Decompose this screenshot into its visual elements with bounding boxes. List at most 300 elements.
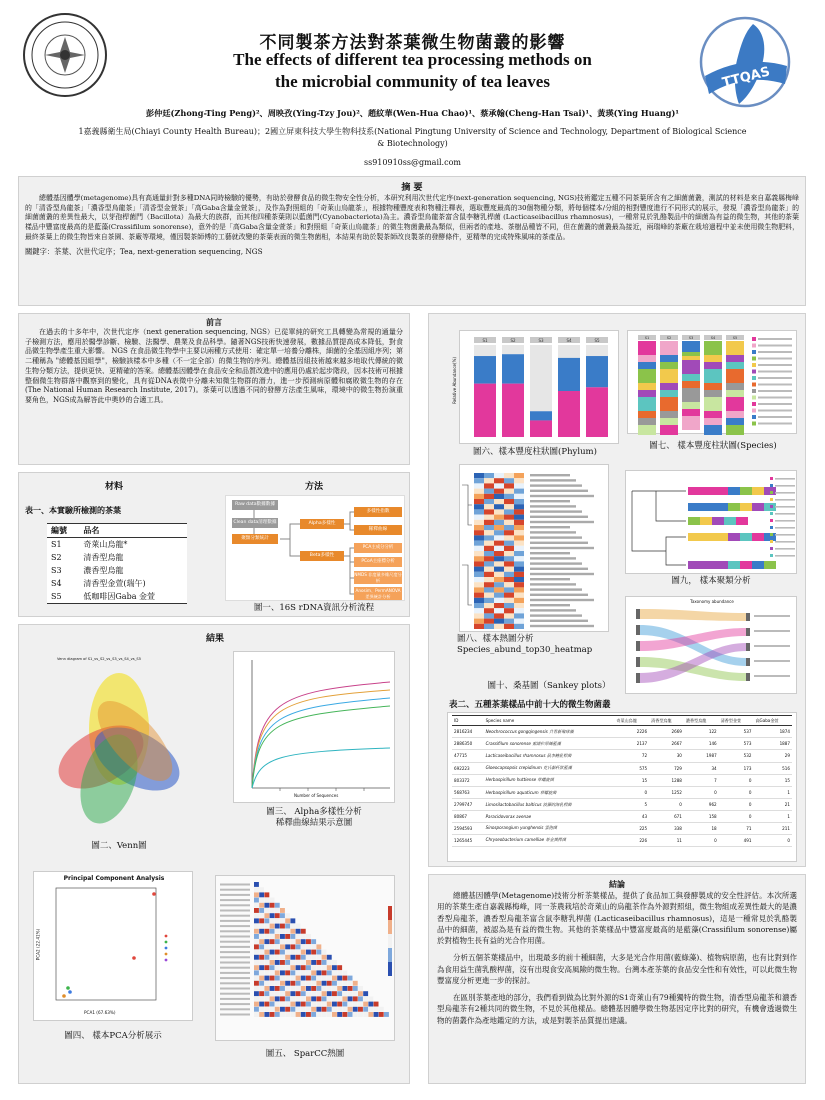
- heatmap-cell: [514, 603, 524, 608]
- sparcc-cell: [363, 1007, 368, 1012]
- species-legend-label: [758, 416, 792, 418]
- sparcc-cell: [264, 939, 269, 944]
- sankey-chart: [626, 605, 798, 695]
- phylum-bar-segment: [558, 391, 580, 437]
- phylum-sample-label: S5: [594, 338, 600, 343]
- sparcc-cell: [290, 976, 295, 981]
- sparcc-cell: [290, 981, 295, 986]
- sankey-node-right: [746, 673, 750, 681]
- email: ss910910ss@gmail.com: [364, 158, 461, 167]
- sparcc-cell: [301, 1012, 306, 1017]
- sparcc-cell: [285, 981, 290, 986]
- heatmap-cell: [514, 530, 524, 535]
- phylum-bar-segment: [530, 420, 552, 437]
- heatmap-row-label: [530, 562, 582, 564]
- affiliation-line-2: & Biotechnology): [377, 138, 448, 148]
- table2-cell: 1: [787, 813, 790, 819]
- heatmap-cell: [494, 613, 504, 618]
- materials-cell-name: 清香型金萱(瑞午): [83, 579, 146, 588]
- sparcc-cell: [296, 939, 301, 944]
- table2-cell: 15: [784, 777, 790, 783]
- flow-pca: PCA主成分分析: [354, 543, 402, 553]
- cluster-legend-swatch: [770, 540, 773, 543]
- sparcc-cell: [290, 934, 295, 939]
- sparcc-cell: [337, 1012, 342, 1017]
- alpha-caption-line-2: 稀釋曲線結果示意圖: [275, 818, 353, 829]
- sankey-node-left: [636, 609, 640, 619]
- heatmap-cell: [474, 504, 484, 509]
- species-bar-segment: [682, 374, 700, 381]
- sparcc-row-label: [220, 894, 250, 896]
- heatmap-cell: [484, 525, 494, 530]
- sparcc-cell: [327, 981, 332, 986]
- sparcc-cell: [254, 955, 259, 960]
- sparcc-cell: [285, 918, 290, 923]
- heatmap-cell: [494, 535, 504, 540]
- sparcc-cell: [270, 960, 275, 965]
- sparcc-cell: [296, 1002, 301, 1007]
- sparcc-row-label: [220, 956, 250, 958]
- species-bar-segment: [726, 418, 744, 425]
- heatmap-cell: [484, 551, 494, 556]
- heatmap-cell: [514, 504, 524, 509]
- cluster-bar-segment: [728, 487, 740, 495]
- species-legend-label: [758, 338, 792, 340]
- heatmap-cell: [504, 556, 514, 561]
- sparcc-row-label: [220, 936, 250, 938]
- species-bar-segment: [638, 369, 656, 383]
- sparcc-cell: [275, 965, 280, 970]
- cluster-bar-segment: [752, 503, 764, 511]
- sparcc-cell: [374, 1002, 379, 1007]
- species-legend-swatch: [752, 350, 756, 354]
- table2-header-cell: 奇萊山烏龍: [616, 717, 637, 723]
- table2-cell: 2816234: [454, 729, 473, 735]
- heatmap-cell: [474, 494, 484, 499]
- sparcc-cell: [280, 1002, 285, 1007]
- sparcc-cell: [285, 929, 290, 934]
- heatmap-cell: [504, 541, 514, 546]
- heatmap-cell: [494, 478, 504, 483]
- heatmap-cell: [514, 535, 524, 540]
- sparcc-cell: [332, 965, 337, 970]
- heatmap-cell: [484, 530, 494, 535]
- cluster-bar-segment: [728, 503, 740, 511]
- cluster-legend-label: [775, 492, 795, 494]
- sparcc-cell: [379, 1012, 384, 1017]
- sparcc-cell: [290, 970, 295, 975]
- sparcc-cell: [301, 955, 306, 960]
- table2-cell: Chryseobacterium camelliae 茶金黃桿菌: [485, 837, 566, 843]
- table2-cell: 0: [787, 837, 790, 843]
- heatmap-row-label: [530, 505, 576, 507]
- sparcc-cell: [285, 913, 290, 918]
- sparcc-cell: [280, 939, 285, 944]
- sparcc-cell: [290, 955, 295, 960]
- sparcc-cell: [280, 955, 285, 960]
- materials-cell-name: 濃香型烏龍: [83, 566, 124, 575]
- sparcc-cell: [348, 996, 353, 1001]
- table2-cell: Gloeocapsopsis crepidinum 克氏黏杆狀藍藻: [485, 765, 572, 771]
- venn-header: Venn diagram of S1_vs_S2_vs_S3_vs_S4_vs_S5: [57, 657, 141, 661]
- heatmap-row-label: [530, 594, 588, 596]
- heatmap-row-label: [530, 526, 570, 528]
- sparcc-cell: [264, 892, 269, 897]
- sparcc-cell: [259, 944, 264, 949]
- table2-header-cell: 濃香型烏龍: [685, 717, 707, 723]
- heatmap-cell: [474, 603, 484, 608]
- sparcc-cell: [270, 924, 275, 929]
- species-legend-swatch: [752, 389, 756, 393]
- species-bar-segment: [660, 383, 678, 390]
- species-bar-segment: [638, 425, 656, 435]
- sparcc-cell: [275, 1007, 280, 1012]
- svg-text:TTQAS: TTQAS: [720, 64, 772, 91]
- heatmap-cell: [504, 598, 514, 603]
- sparcc-cell: [280, 918, 285, 923]
- heatmap-row-label: [530, 588, 582, 590]
- sparcc-cell: [270, 944, 275, 949]
- species-bar-segment: [726, 369, 744, 383]
- sparcc-cell: [316, 981, 321, 986]
- heatmap-caption-line-2: Species_abund_top30_heatmap: [457, 645, 593, 656]
- species-bar-segment: [726, 341, 744, 355]
- materials-table-title: 表一、本實驗所檢測的茶葉: [25, 505, 121, 515]
- phylum-ylabel: Relative Abundance(%): [451, 357, 457, 404]
- heatmap-caption-line-1: 圖八、樣本熱圖分析: [457, 634, 534, 644]
- sparcc-cell: [290, 950, 295, 955]
- sparcc-row-label: [220, 915, 250, 917]
- intro-title: 前言: [206, 317, 222, 327]
- heatmap-cell: [494, 494, 504, 499]
- abstract-title: 摘 要: [401, 183, 423, 193]
- table2-cell: 2594593: [454, 825, 473, 831]
- sparcc-cell: [353, 986, 358, 991]
- cluster-bar-segment: [736, 517, 748, 525]
- heatmap-cell: [474, 556, 484, 561]
- sparcc-caption: 圖五、 SparCC熱圖: [265, 1049, 345, 1059]
- sparcc-cell: [358, 1007, 363, 1012]
- species-legend-swatch: [752, 396, 756, 400]
- species-legend-label: [758, 364, 792, 366]
- sparcc-cell: [285, 939, 290, 944]
- heatmap-cell: [474, 572, 484, 577]
- table2-cell: 21: [784, 802, 790, 808]
- sparcc-row-label: [220, 930, 250, 932]
- heatmap-cell: [494, 598, 504, 603]
- heatmap-cell: [474, 587, 484, 592]
- cluster-legend-swatch: [770, 519, 773, 522]
- sparcc-cell: [327, 1007, 332, 1012]
- species-bar-segment: [726, 397, 744, 411]
- sparcc-cell: [311, 965, 316, 970]
- sparcc-cell: [316, 944, 321, 949]
- sparcc-cell: [254, 1012, 259, 1017]
- sankey-figure: [625, 596, 797, 694]
- sparcc-cell: [322, 1007, 327, 1012]
- heatmap-cell: [514, 525, 524, 530]
- table2-cell: 47715: [454, 753, 468, 759]
- sparcc-cell: [296, 960, 301, 965]
- sparcc-cell: [264, 976, 269, 981]
- sparcc-cell: [259, 986, 264, 991]
- sparcc-cell: [285, 1012, 290, 1017]
- sparcc-cell: [264, 924, 269, 929]
- sparcc-cell: [270, 898, 275, 903]
- heatmap-row-label: [530, 599, 594, 601]
- cluster-legend-label: [775, 520, 795, 522]
- heatmap-row-label: [530, 568, 588, 570]
- sankey-node-label: [754, 615, 790, 617]
- sparcc-cell: [270, 1007, 275, 1012]
- sparcc-cell: [270, 929, 275, 934]
- sparcc-cell: [316, 996, 321, 1001]
- conclusion-p2: 分析五個茶葉樣品中，出現最多的前十種細菌，大多是光合作用菌(藍綠藻)、植物病原菌，也有比對到作為食用益生菌乳酸桿菌，沒有出現食安高風險的微生物。台灣本產茶葉的食品安全性和有效性，可以此微生物豐富度分析更進一步的探討。: [437, 953, 797, 985]
- heatmap-cell: [474, 535, 484, 540]
- sparcc-cell: [296, 976, 301, 981]
- heatmap-cell: [474, 561, 484, 566]
- cluster-bar-segment: [752, 533, 764, 541]
- heatmap-cell: [504, 587, 514, 592]
- heatmap-cell: [474, 525, 484, 530]
- table2-cell: 2799747: [454, 802, 473, 808]
- sparcc-cell: [348, 1012, 353, 1017]
- sparcc-cell: [285, 950, 290, 955]
- table2-row: [452, 738, 792, 750]
- sparcc-cell: [316, 950, 321, 955]
- heatmap-cell: [504, 593, 514, 598]
- species-barchart: [628, 331, 798, 435]
- sparcc-cell: [322, 996, 327, 1001]
- species-legend-label: [758, 358, 792, 360]
- sparcc-cell: [275, 908, 280, 913]
- sparcc-cell: [348, 1002, 353, 1007]
- sparcc-cell: [301, 965, 306, 970]
- sparcc-cell: [327, 955, 332, 960]
- heatmap-dendrogram: [462, 485, 472, 605]
- species-legend-label: [758, 351, 792, 353]
- heatmap-cell: [494, 556, 504, 561]
- cluster-bar-segment: [764, 561, 776, 569]
- sparcc-cell: [353, 981, 358, 986]
- cluster-bar-segment: [752, 487, 764, 495]
- sparcc-cell: [332, 1002, 337, 1007]
- species-bar-segment: [726, 362, 744, 369]
- heatmap-cell: [514, 624, 524, 629]
- sparcc-cell: [259, 934, 264, 939]
- sparcc-colorbar: [388, 934, 392, 948]
- heatmap-cell: [484, 546, 494, 551]
- heatmap-cell: [484, 494, 494, 499]
- venn-diagram: [49, 669, 189, 829]
- sparcc-cell: [296, 950, 301, 955]
- sparcc-cell: [264, 929, 269, 934]
- cluster-bar-segment: [740, 503, 752, 511]
- pca-plot: [34, 884, 194, 1008]
- sparcc-cell: [337, 1002, 342, 1007]
- sparcc-cell: [337, 981, 342, 986]
- heatmap-cell: [514, 561, 524, 566]
- materials-row: [47, 564, 187, 577]
- materials-row: [47, 538, 187, 552]
- sparcc-cell: [296, 981, 301, 986]
- sparcc-cell: [275, 918, 280, 923]
- species-caption: 圖七、 樣本豐度柱狀圖(Species): [649, 441, 777, 451]
- heatmap-cell: [484, 572, 494, 577]
- sparcc-cell: [280, 970, 285, 975]
- heatmap-cell: [504, 577, 514, 582]
- species-bar-segment: [726, 411, 744, 418]
- heatmap-row-label: [530, 625, 594, 627]
- sparcc-cell: [337, 1007, 342, 1012]
- cluster-figure: [625, 470, 797, 574]
- sparcc-cell: [322, 955, 327, 960]
- sparcc-cell: [259, 950, 264, 955]
- phylum-bar-segment: [502, 354, 524, 383]
- title-en-line-2: the microbial community of tea leaves: [275, 72, 550, 91]
- sparcc-cell: [301, 960, 306, 965]
- sparcc-cell: [280, 996, 285, 1001]
- heatmap-cell: [514, 613, 524, 618]
- sparcc-cell: [311, 986, 316, 991]
- table2-cell: 962: [708, 802, 717, 808]
- sparcc-cell: [285, 924, 290, 929]
- heatmap-cell: [484, 483, 494, 488]
- alpha-caption: [233, 807, 395, 829]
- phylum-bar-segment: [474, 345, 496, 356]
- flow-otu: 聚類分類統計: [232, 534, 278, 544]
- sparcc-cell: [301, 950, 306, 955]
- sparcc-cell: [363, 1012, 368, 1017]
- sparcc-cell: [322, 976, 327, 981]
- sparcc-cell: [285, 991, 290, 996]
- heatmap-cell: [474, 530, 484, 535]
- materials-cell-name: 清香型烏龍: [83, 553, 124, 562]
- sparcc-cell: [254, 918, 259, 923]
- sparcc-cell: [353, 1007, 358, 1012]
- heatmap-row-label: [530, 490, 588, 492]
- conclusion-p1: 總體基因體學(Metagenome)技術分析茶葉樣品，提供了食品加工與發酵製成的安全性評估。本次所選用的茶葉生產自嘉義縣梅峰，同一茶農栽培於奇萊山的烏龍茶作為外源對照組，微生物組成差異性最大的是濃香型烏龍茶，濃香型烏龍茶富含鼠李糖乳桿菌 (Lacticaseibacillus rhamnosus)，這是一種常見於乳酪製品中的細菌，被認為是有益的微生物。其他的茶葉樣品中豐富度最高的是藍藻(Crassifilum sonorense)屬於對植物生長有益的光合作用菌。: [437, 891, 797, 945]
- sparcc-cell: [280, 991, 285, 996]
- heatmap-row-label: [530, 500, 570, 502]
- cluster-legend-label: [775, 555, 795, 557]
- heatmap-cell: [514, 593, 524, 598]
- species-bar-segment: [704, 390, 722, 397]
- heatmap-cell: [504, 582, 514, 587]
- sparcc-cell: [254, 913, 259, 918]
- sparcc-cell: [285, 965, 290, 970]
- intro-text: 在過去的十多年中，次世代定序（next generation sequencing, NGS）已從單純的研究工具轉變為常規的通量分子檢測方法，應用於醫學診斷、檢驗、法醫學、農業及食品科學。隨著NGS技術快速發展，數據品質提高成本降低，對食品微生物學產生重大影響。 NGS 在食品微生物學中主要以兩種方式使用：確定單一培養分離株，細菌的全基因組序列；第二種稱為 "總體基因組學"，檢驗該樣本中多種（不一定全部）的微生物的序列。總體基因組技術越來越多地取代傳統的微生物分類方法，提供更快、更精確的答案。總體基因體學在食品安全和品質改進中的應用仍處於起步階段，因本技術可根據整個微生物群落中觀察到的變化，具有從DNA表徵中分離未知微生物群的潛力，進一步預測病原體和腐敗微生物的存在(The National Human Research Institute, 2017)。茶葉可以透過不同的發酵方法產生風味，環境中的微生物扮演重要角色，NGS成為解答此中奧妙的合適工具。: [25, 328, 403, 405]
- heatmap-cell: [514, 499, 524, 504]
- heatmap-cell: [474, 613, 484, 618]
- species-bar-segment: [704, 362, 722, 369]
- heatmap-cell: [474, 546, 484, 551]
- sankey-node-right: [746, 658, 750, 666]
- materials-cell-name: 低咖啡因Gaba 金萱: [83, 592, 156, 601]
- table2-cell: 532: [743, 753, 752, 759]
- flow-alpha: Alpha多樣性: [300, 519, 344, 529]
- cluster-legend-swatch: [770, 512, 773, 515]
- species-legend-swatch: [752, 363, 756, 367]
- heatmap-cell: [494, 483, 504, 488]
- sparcc-cell: [270, 991, 275, 996]
- sparcc-cell: [342, 1012, 347, 1017]
- table2-cell: 516: [782, 765, 790, 771]
- sparcc-cell: [316, 1007, 321, 1012]
- rarefaction-chart: [234, 652, 396, 804]
- heatmap-row-label: [530, 620, 588, 622]
- heatmap-cell: [494, 525, 504, 530]
- table2-cell: 2669: [671, 729, 682, 735]
- sparcc-cell: [259, 996, 264, 1001]
- sparcc-cell: [254, 991, 259, 996]
- sparcc-cell: [254, 908, 259, 913]
- table2-cell: 80867: [454, 813, 468, 819]
- heatmap-cell: [504, 515, 514, 520]
- cluster-legend-label: [775, 548, 795, 550]
- heatmap-cell: [474, 515, 484, 520]
- heatmap-row-label: [530, 609, 576, 611]
- sparcc-cell: [332, 960, 337, 965]
- sparcc-cell: [275, 1012, 280, 1017]
- heatmap-cell: [484, 478, 494, 483]
- table2-cell: 0: [679, 802, 682, 808]
- alpha-caption-line-1: 圖三、 Alpha多樣性分析: [266, 807, 362, 817]
- heatmap-cell: [504, 619, 514, 624]
- species-bar-segment: [704, 425, 722, 435]
- sparcc-row-label: [220, 920, 250, 922]
- sparcc-colorbar: [388, 948, 392, 962]
- sankey-node-label: [754, 660, 790, 662]
- sparcc-cell: [296, 924, 301, 929]
- heatmap-cell: [494, 509, 504, 514]
- table2-cell: Herbaspirillum huttiense 草螺旋菌: [485, 777, 554, 783]
- cluster-legend-swatch: [770, 491, 773, 494]
- phylum-figure: [459, 330, 619, 444]
- sparcc-cell: [311, 981, 316, 986]
- table2-cell: 11: [676, 837, 682, 843]
- sparcc-cell: [322, 970, 327, 975]
- sparcc-row-label: [220, 972, 250, 974]
- sparcc-cell: [254, 882, 259, 887]
- sparcc-cell: [259, 991, 264, 996]
- sparcc-cell: [311, 976, 316, 981]
- sparcc-cell: [322, 965, 327, 970]
- sparcc-cell: [259, 913, 264, 918]
- table2-cell: 122: [708, 729, 717, 735]
- heatmap-row-label: [530, 495, 594, 497]
- species-bar-segment: [726, 355, 744, 362]
- heatmap-cell: [484, 535, 494, 540]
- sparcc-cell: [290, 944, 295, 949]
- sparcc-cell: [280, 960, 285, 965]
- sparcc-cell: [306, 944, 311, 949]
- sparcc-cell: [384, 1012, 389, 1017]
- sparcc-cell: [290, 986, 295, 991]
- heatmap-row-label: [530, 542, 588, 544]
- table2-cell: 671: [674, 813, 682, 819]
- sparcc-cell: [368, 1012, 373, 1017]
- heatmap-cell: [484, 608, 494, 613]
- cluster-bar-segment: [688, 503, 728, 511]
- heatmap-row-label: [530, 604, 570, 606]
- sparcc-cell: [311, 996, 316, 1001]
- species-bar-segment: [682, 356, 700, 360]
- cluster-legend-swatch: [770, 533, 773, 536]
- sparcc-row-label: [220, 904, 250, 906]
- sparcc-cell: [327, 960, 332, 965]
- heatmap-cell: [504, 494, 514, 499]
